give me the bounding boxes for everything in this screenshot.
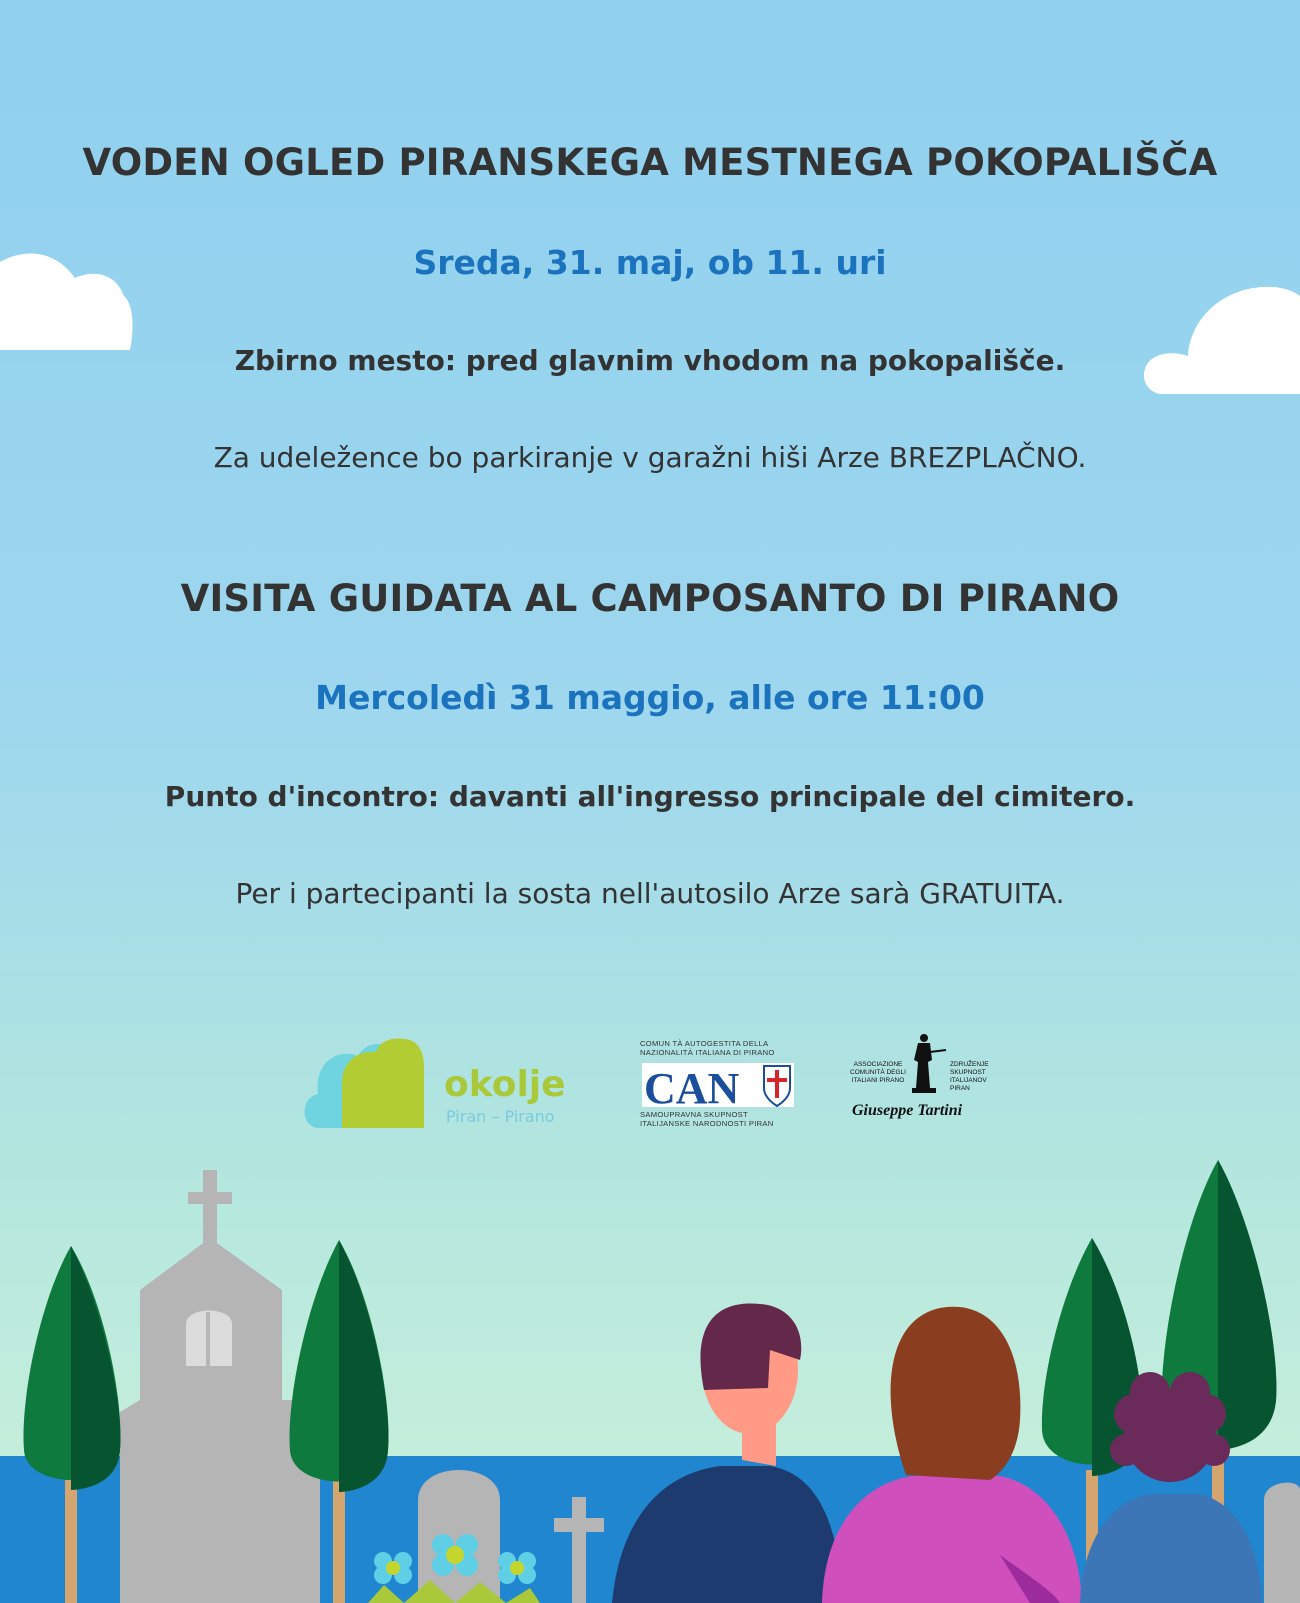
- italian-parking: Per i partecipanti la sosta nell'autosilo Arze sarà GRATUITA.: [235, 877, 1065, 910]
- slovene-title: VODEN OGLED PIRANSKEGA MESTNEGA POKOPALIŠČA: [82, 141, 1218, 184]
- gravestone-cross-post: [572, 1497, 586, 1603]
- gravestone-2: [1264, 1483, 1300, 1603]
- person-man: [612, 1304, 842, 1603]
- italian-title: VISITA GUIDATA AL CAMPOSANTO DI PIRANO: [180, 577, 1120, 620]
- tartini-name: Giuseppe Tartini: [852, 1102, 963, 1119]
- okolje-logo-word: okolje: [444, 1064, 566, 1105]
- gravestone-cross-bar: [554, 1518, 604, 1532]
- can-logo-bottom-text: SAMOUPRAVNA SKUPNOST ITALIJANSKE NARODNOSTI PIRAN: [640, 1110, 774, 1128]
- italian-meeting-point: Punto d'incontro: davanti all'ingresso principale del cimitero.: [164, 780, 1136, 813]
- can-logo-letters: CAN: [644, 1064, 740, 1113]
- slovene-parking: Za udeležence bo parkiranje v garažni hiši Arze BREZPLAČNO.: [213, 441, 1087, 474]
- person-woman: [822, 1307, 1082, 1603]
- italian-date: Mercoledì 31 maggio, alle ore 11:00: [315, 678, 985, 717]
- can-logo-top-text: COMUN TÀ AUTOGESTITA DELLA NAZIONALITÀ ITALIANA DI PIRANO: [640, 1039, 775, 1057]
- tartini-left-text: ASSOCIAZIONE COMUNITÀ DEGLI ITALIANI PIRANO: [850, 1061, 906, 1084]
- okolje-logo-subtitle: Piran – Pirano: [446, 1107, 555, 1126]
- tartini-right-text: ZDRUŽENJE SKUPNOST ITALIJANOV PIRAN: [950, 1061, 989, 1092]
- slovene-meeting-point: Zbirno mesto: pred glavnim vhodom na pokopališče.: [234, 344, 1066, 377]
- chapel: [120, 1170, 320, 1603]
- slovene-date: Sreda, 31. maj, ob 11. uri: [413, 243, 887, 282]
